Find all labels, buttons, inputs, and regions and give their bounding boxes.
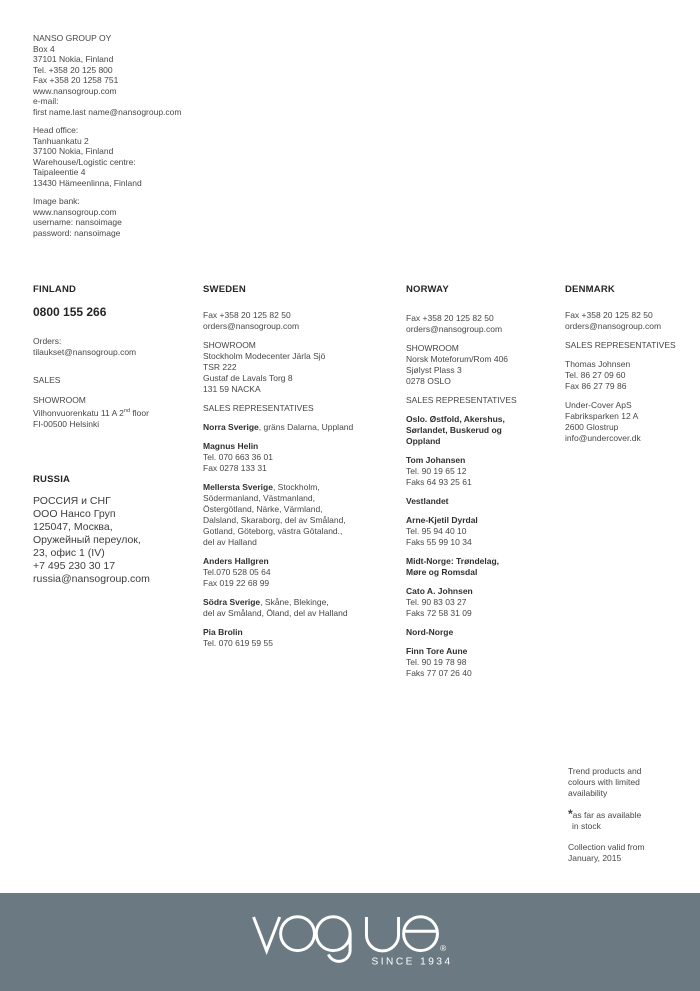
- region-name-line: Oppland: [406, 436, 441, 446]
- showroom-label: SHOWROOM: [203, 340, 256, 350]
- sales-rep-card: [565, 359, 697, 392]
- sales-rep-card: [406, 646, 568, 679]
- rep-name: Thomas Johnsen: [565, 359, 631, 369]
- company-address-line: Box 4: [33, 43, 55, 54]
- brand-tagline: SINCE 1934: [371, 956, 453, 968]
- region-areas: , Stockholm,: [272, 482, 320, 492]
- sweden-region-middle: [203, 482, 399, 548]
- image-bank-block: [33, 196, 268, 238]
- rep-fax: Faks 77 07 26 40: [406, 668, 472, 678]
- logo-letter-g-tail: [328, 934, 350, 962]
- company-name: NANSO GROUP OY: [33, 33, 112, 43]
- sales-label: SALES: [33, 375, 61, 385]
- warehouse-address-line: Taipaleentie 4: [33, 167, 86, 177]
- company-tel: Tel. +358 20 125 800: [33, 64, 113, 75]
- image-bank-password: password: nansoimage: [33, 227, 121, 238]
- rep-tel: Tel. 90 19 65 12: [406, 466, 467, 476]
- sales-reps-label-text: SALES REPRESENTATIVES: [203, 403, 314, 413]
- sweden-showroom-block: [203, 340, 399, 395]
- brand-footer: [0, 893, 700, 991]
- russia-phone: +7 495 230 30 17: [33, 560, 116, 572]
- head-office-block: [33, 125, 268, 188]
- logo-letter-o: [281, 917, 315, 951]
- sweden-region-south: [203, 597, 399, 619]
- russia-address-line: 125047, Москва,: [33, 521, 113, 533]
- region-name: Mellersta Sverige: [203, 482, 273, 492]
- region-areas-line: Gotland, Göteborg, västra Götaland.,: [203, 526, 343, 536]
- sales-rep-card: [406, 515, 568, 548]
- country-heading-russia: RUSSIA: [33, 474, 71, 485]
- image-bank-website-link[interactable]: www.nansogroup.com: [33, 206, 117, 217]
- sales-reps-label: [203, 403, 399, 414]
- finland-order-phone: 0800 155 266: [33, 305, 107, 319]
- finland-column: [33, 284, 201, 438]
- russia-company-line: ООО Нансо Груп: [33, 508, 116, 520]
- logo-letter-g: [316, 917, 350, 951]
- region-areas-line: Dalsland, Skaraborg, del av Småland,: [203, 515, 346, 525]
- sales-reps-label: [406, 395, 568, 406]
- distributor-address-line: Fabriksparken 12 A: [565, 411, 639, 421]
- denmark-fax: Fax +358 20 125 82 50: [565, 310, 653, 320]
- footnotes-block: [568, 766, 694, 872]
- company-email-pattern[interactable]: first name.last name@nansogroup.com: [33, 106, 182, 117]
- showroom-label: SHOWROOM: [406, 343, 459, 353]
- region-name: Södra Sverige: [203, 597, 261, 607]
- rep-fax: Fax 86 27 79 86: [565, 381, 627, 391]
- warehouse-address-line: 13430 Hämeenlinna, Finland: [33, 177, 142, 188]
- region-areas-line: Östergötland, Närke, Värmland,: [203, 504, 323, 514]
- logo-letter-u: [366, 917, 398, 951]
- company-address-line: 37101 Nokia, Finland: [33, 54, 114, 64]
- ordinal-superscript: nd: [123, 408, 131, 414]
- region-name-line: Midt-Norge: Trøndelag,: [406, 556, 500, 566]
- region-name-line: Møre og Romsdal: [406, 567, 478, 577]
- head-office-address-line: 37100 Nokia, Finland: [33, 146, 114, 156]
- showroom-address-line: 0278 OSLO: [406, 376, 451, 386]
- distributor-address-line: 2600 Glostrup: [565, 422, 619, 432]
- rep-name: Tom Johansen: [406, 455, 466, 465]
- rep-tel: Tel. 95 94 40 10: [406, 526, 467, 536]
- sales-rep-card: [203, 441, 399, 474]
- rep-name: Magnus Helin: [203, 441, 259, 451]
- rep-tel: Tel. 90 83 03 27: [406, 597, 467, 607]
- region-areas: , gräns Dalarna, Uppland: [258, 422, 354, 432]
- rep-tel: Tel. 90 19 78 98: [406, 657, 467, 667]
- finland-sales-block: [33, 375, 201, 386]
- rep-tel: Tel. 070 663 36 01: [203, 452, 273, 462]
- showroom-address-line: FI-00500 Helsinki: [33, 418, 100, 429]
- rep-name: Cato A. Johnsen: [406, 586, 473, 596]
- rep-fax: Faks 64 93 25 61: [406, 477, 472, 487]
- showroom-address-line: Norsk Moteforum/Rom 406: [406, 354, 509, 364]
- image-bank-label: Image bank:: [33, 196, 80, 206]
- company-website-link[interactable]: www.nansogroup.com: [33, 85, 117, 96]
- head-office-address-line: Tanhuankatu 2: [33, 135, 89, 146]
- company-info-block: [33, 33, 268, 246]
- sales-rep-card: [203, 556, 399, 589]
- logo-letter-e: [404, 917, 438, 951]
- validity-note: [568, 842, 694, 864]
- registered-mark: ®: [440, 942, 447, 953]
- validity-note-line: Collection valid from: [568, 842, 645, 852]
- country-heading-norway: NORWAY: [406, 284, 449, 295]
- trend-note-line: availability: [568, 788, 608, 798]
- rep-name: Arne-Kjetil Dyrdal: [406, 515, 478, 525]
- sales-reps-label-text: SALES REPRESENTATIVES: [406, 395, 517, 405]
- norway-region-west: [406, 496, 568, 507]
- rep-name: Pia Brolin: [203, 627, 243, 637]
- sweden-region-north: [203, 422, 399, 433]
- availability-note-line: in stock: [572, 821, 601, 831]
- availability-note-line: as far as available: [572, 810, 642, 820]
- showroom-address-line: Gustaf de Lavals Torg 8: [203, 373, 293, 383]
- finland-showroom-block: [33, 395, 201, 430]
- image-bank-username: username: nansoimage: [33, 217, 122, 227]
- trend-note-line: Trend products and: [568, 766, 642, 776]
- russia-region-line: РОССИЯ и СНГ: [33, 495, 111, 507]
- showroom-address-text: Vilhonvuorenkatu 11 A 2: [33, 407, 124, 418]
- rep-fax: Fax 019 22 68 99: [203, 578, 270, 588]
- sweden-orders-email-link[interactable]: orders@nansogroup.com: [203, 321, 300, 331]
- denmark-column: [565, 284, 697, 452]
- sweden-fax: Fax +358 20 125 82 50: [203, 310, 291, 320]
- distributor-name: Under-Cover ApS: [565, 400, 632, 410]
- company-email-label: e-mail:: [33, 96, 59, 106]
- rep-name: Finn Tore Aune: [406, 646, 468, 656]
- sweden-contact-block: [203, 310, 399, 332]
- region-name: Nord-Norge: [406, 627, 454, 637]
- sales-rep-card: [406, 586, 568, 619]
- finland-orders-email-link[interactable]: tilaukset@nansogroup.com: [33, 347, 137, 357]
- norway-contact-block: [406, 313, 568, 335]
- vogue-logo-graphic: [250, 909, 455, 969]
- norway-region-north: [406, 627, 568, 638]
- russia-address-block: [33, 495, 208, 586]
- russia-address-line: 23, офис 1 (IV): [33, 547, 105, 559]
- norway-region-east: [406, 414, 568, 447]
- availability-note: [568, 809, 694, 832]
- denmark-orders-email-link[interactable]: orders@nansogroup.com: [565, 321, 662, 331]
- region-name: Vestlandet: [406, 496, 449, 506]
- showroom-label: SHOWROOM: [33, 395, 86, 405]
- rep-name: Anders Hallgren: [203, 556, 269, 566]
- rep-tel: Tel. 070 619 59 55: [203, 638, 273, 648]
- validity-note-line: January, 2015: [568, 853, 622, 863]
- showroom-address-text: floor: [130, 407, 149, 418]
- showroom-address-line: TSR 222: [203, 362, 237, 372]
- russia-email-link[interactable]: russia@nansogroup.com: [33, 573, 150, 585]
- region-name-line: Oslo. Østfold, Akershus,: [406, 414, 505, 424]
- warehouse-label: Warehouse/Logistic centre:: [33, 156, 136, 167]
- russia-column: [33, 474, 208, 594]
- head-office-label: Head office:: [33, 125, 79, 135]
- trend-note: [568, 766, 694, 799]
- showroom-address-line: Stockholm Modecenter Järla Sjö: [203, 351, 326, 361]
- region-areas-line: del av Småland, Öland, del av Halland: [203, 608, 348, 618]
- sales-rep-card: [203, 627, 399, 649]
- sales-reps-label: [565, 340, 697, 351]
- russia-address-line: Оружейный переулок,: [33, 534, 141, 546]
- vogue-logo: [250, 909, 455, 974]
- region-areas-line: del av Halland: [203, 537, 257, 547]
- company-address: [33, 33, 268, 117]
- rep-tel: Tel.070 528 05 64: [203, 567, 271, 577]
- denmark-distributor-block: [565, 400, 697, 444]
- showroom-address-line: [33, 406, 201, 419]
- norway-fax: Fax +358 20 125 82 50: [406, 313, 494, 323]
- rep-fax: Fax 0278 133 31: [203, 463, 267, 473]
- region-areas: , Skåne, Blekinge,: [260, 597, 329, 607]
- rep-fax: Faks 55 99 10 34: [406, 537, 472, 547]
- sales-rep-card: [406, 455, 568, 488]
- country-heading-finland: FINLAND: [33, 284, 77, 295]
- sales-reps-label-text: SALES REPRESENTATIVES: [565, 340, 676, 350]
- orders-label: Orders:: [33, 336, 62, 346]
- norway-orders-email-link[interactable]: orders@nansogroup.com: [406, 324, 503, 334]
- norway-showroom-block: [406, 343, 568, 387]
- region-areas-line: Södermanland, Västmanland,: [203, 493, 315, 503]
- showroom-address-line: Sjølyst Plass 3: [406, 365, 462, 375]
- rep-fax: Faks 72 58 31 09: [406, 608, 472, 618]
- asterisk-mark: *: [568, 807, 573, 821]
- showroom-address-line: 131 59 NACKA: [203, 384, 261, 394]
- logo-letter-v: [254, 917, 280, 951]
- sweden-column: [203, 284, 399, 657]
- norway-region-mid: [406, 556, 568, 578]
- distributor-email-link[interactable]: info@undercover.dk: [565, 433, 641, 443]
- region-name-line: Sørlandet, Buskerud og: [406, 425, 502, 435]
- denmark-contact-block: [565, 310, 697, 332]
- trend-note-line: colours with limited: [568, 777, 640, 787]
- norway-column: [406, 284, 568, 687]
- region-name: Norra Sverige: [203, 422, 259, 432]
- company-fax: Fax +358 20 1258 751: [33, 75, 119, 85]
- country-heading-sweden: SWEDEN: [203, 284, 246, 295]
- rep-tel: Tel. 86 27 09 60: [565, 370, 626, 380]
- country-heading-denmark: DENMARK: [565, 284, 615, 295]
- finland-orders-block: [33, 336, 201, 358]
